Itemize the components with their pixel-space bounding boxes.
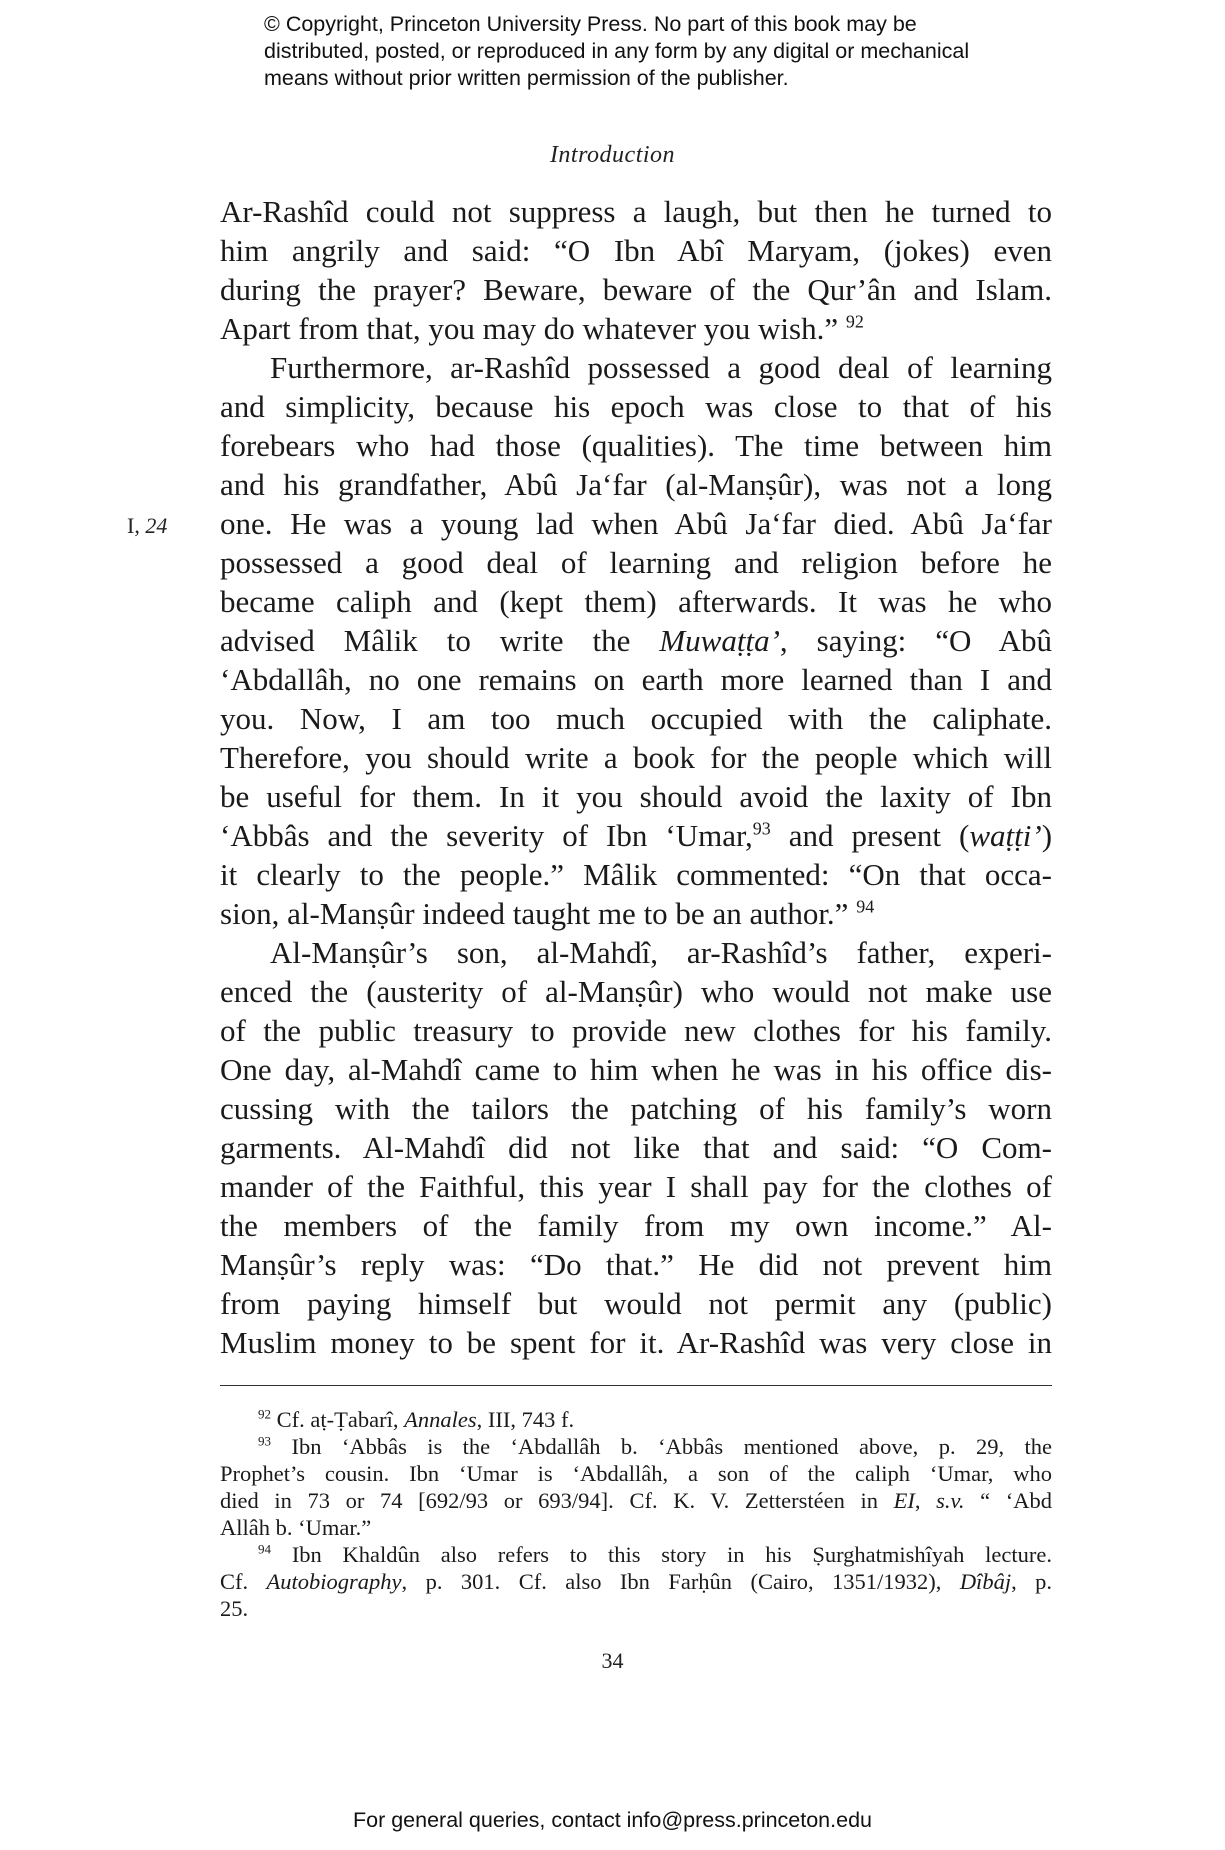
footnote-line: Prophet’s cousin. Ibn ‘Umar is ‘Abdallâh, a son of the caliph ‘Umar, who [220, 1461, 1052, 1486]
text-line: mander of the Faithful, this year I shall pay for the clothes of [220, 1169, 1052, 1204]
text-fragment: advised Mâlik to write the [220, 623, 631, 658]
text-line: one. He was a young lad when Abû Ja‘far died. Abû Ja‘far [220, 506, 1052, 541]
text-fragment: died in 73 or 74 [692/93 or 693/94]. Cf. K. V. Zetterstéen in [220, 1488, 878, 1513]
margin-reference-page: 24 [145, 513, 168, 538]
running-head: Introduction [549, 142, 676, 168]
title-annales: Annales [404, 1407, 477, 1432]
text-line: it clearly to the people.” Mâlik commented: “On that occa- [220, 857, 1052, 892]
text-line: you. Now, I am too much occupied with the caliphate. [220, 701, 1052, 736]
abbr-ei: EI [893, 1488, 915, 1513]
text-fragment: , p. 301. Cf. also Ibn Farḥûn (Cairo, 1351/1932), [401, 1569, 942, 1594]
text-line: Furthermore, ar-Rashîd possessed a good deal of learning [270, 350, 1052, 385]
text-fragment: Cf. [220, 1569, 249, 1594]
text-line: possessed a good deal of learning and religion before he [220, 545, 1052, 580]
text-line: the members of the family from my own income.” Al- [220, 1208, 1052, 1243]
footnote-number: 94 [258, 1541, 272, 1557]
text-line: enced the (austerity of al-Manṣûr) who would not make use [220, 974, 1052, 1009]
text-fragment: , III, 743 f. [476, 1407, 575, 1432]
text-fragment: “ ‘Abd [980, 1488, 1052, 1513]
footnote-rule [220, 1385, 1052, 1386]
abbr-sv: s.v. [936, 1488, 965, 1513]
text-line: became caliph and (kept them) afterwards. It was he who [220, 584, 1052, 619]
margin-reference-volume: I, [127, 513, 140, 538]
page-number: 34 [601, 1648, 624, 1673]
title-dibaj: Dîbâj [959, 1569, 1012, 1594]
text-line: and simplicity, because his epoch was close to that of his [220, 389, 1052, 424]
body-text [220, 192, 1052, 1362]
text-fragment: Ibn Khaldûn also refers to this story in his Ṣurghatmishîyah lecture. [291, 1542, 1052, 1567]
title-muwatta: Muwaṭṭa’ [659, 623, 780, 658]
footnote-ref-94[interactable]: 94 [856, 896, 875, 917]
text-line: Manṣûr’s reply was: “Do that.” He did not prevent him [220, 1247, 1052, 1282]
copyright-line: distributed, posted, or reproduced in any form by any digital or mechanical [264, 39, 970, 63]
footnote-ref-93[interactable]: 93 [752, 818, 771, 839]
text-line: be useful for them. In it you should avoid the laxity of Ibn [220, 779, 1052, 814]
text-fragment: Ibn ‘Abbâs is the ‘Abdallâh b. ‘Abbâs mentioned above, p. 29, the [291, 1434, 1052, 1459]
text-fragment: Apart from that, you may do whatever you wish.” [220, 311, 839, 346]
footnote-ref-92[interactable]: 92 [845, 311, 864, 332]
text-line: Muslim money to be spent for it. Ar-Rashîd was very close in [220, 1325, 1052, 1360]
footnote-94 [220, 1541, 1052, 1568]
footnotes [220, 1406, 1052, 1622]
footnote-number: 93 [258, 1433, 272, 1449]
copyright-line: means without prior written permission of the publisher. [264, 66, 789, 90]
text-line: and his grandfather, Abû Ja‘far (al-Manṣûr), was not a long [220, 467, 1052, 502]
footnote-line: Allâh b. ‘Umar.” [220, 1515, 372, 1540]
footnote-line [220, 1568, 1052, 1595]
text-line: Therefore, you should write a book for the people which will [220, 740, 1052, 775]
contact-footer: For general queries, contact info@press.princeton.edu [352, 1808, 872, 1832]
text-line: cussing with the tailors the patching of his family’s worn [220, 1091, 1052, 1126]
text-line [220, 894, 1052, 933]
margin-reference [127, 513, 167, 539]
text-line: of the public treasury to provide new clothes for his family. [220, 1013, 1052, 1048]
title-autobiography: Autobiography [266, 1569, 402, 1594]
text-line: him angrily and said: “O Ibn Abî Maryam, (jokes) even [220, 233, 1052, 268]
term-watti: waṭṭi’ [969, 818, 1042, 853]
text-line: Ar-Rashîd could not suppress a laugh, but then he turned to [220, 194, 1052, 229]
text-line: from paying himself but would not permit any (public) [220, 1286, 1052, 1321]
copyright-line: © Copyright, Princeton University Press. No part of this book may be [264, 12, 917, 36]
footnote-line: died in 73 or 74 [692/93 or 693/94]. Cf. K. V. Zetterstéen in EI, s.v. “ ‘Abd [220, 1488, 1052, 1513]
footnote-92 [220, 1406, 1052, 1433]
text-line: forebears who had those (qualities). The time between him [220, 428, 1052, 463]
text-line: during the prayer? Beware, beware of the Qur’ân and Islam. [220, 272, 1052, 307]
footnote-number: 92 [258, 1406, 272, 1422]
text-line [220, 816, 1052, 855]
text-fragment: Cf. aṭ-Ṭabarî, [276, 1407, 399, 1432]
text-line: Al-Manṣûr’s son, al-Mahdî, ar-Rashîd’s father, experi- [270, 935, 1052, 970]
text-line [220, 309, 1052, 348]
text-fragment: ) [1041, 818, 1053, 853]
text-line [220, 621, 1052, 660]
copyright-notice [264, 11, 1024, 92]
text-line: garments. Al-Mahdî did not like that and said: “O Com- [220, 1130, 1052, 1165]
text-fragment: ‘Abbâs and the severity of Ibn ‘Umar, [220, 818, 753, 853]
footnote-line: 25. [220, 1596, 249, 1621]
text-fragment: and present ( [770, 818, 970, 853]
text-line: ‘Abdallâh, no one remains on earth more learned than I and [220, 662, 1052, 697]
footnote-93 [220, 1433, 1052, 1460]
text-fragment: sion, al-Manṣûr indeed taught me to be an author.” [220, 896, 849, 931]
text-fragment: , saying: “O Abû [779, 623, 1052, 658]
text-fragment: , p. [1011, 1569, 1052, 1594]
text-line: One day, al-Mahdî came to him when he was in his office dis- [220, 1052, 1052, 1087]
